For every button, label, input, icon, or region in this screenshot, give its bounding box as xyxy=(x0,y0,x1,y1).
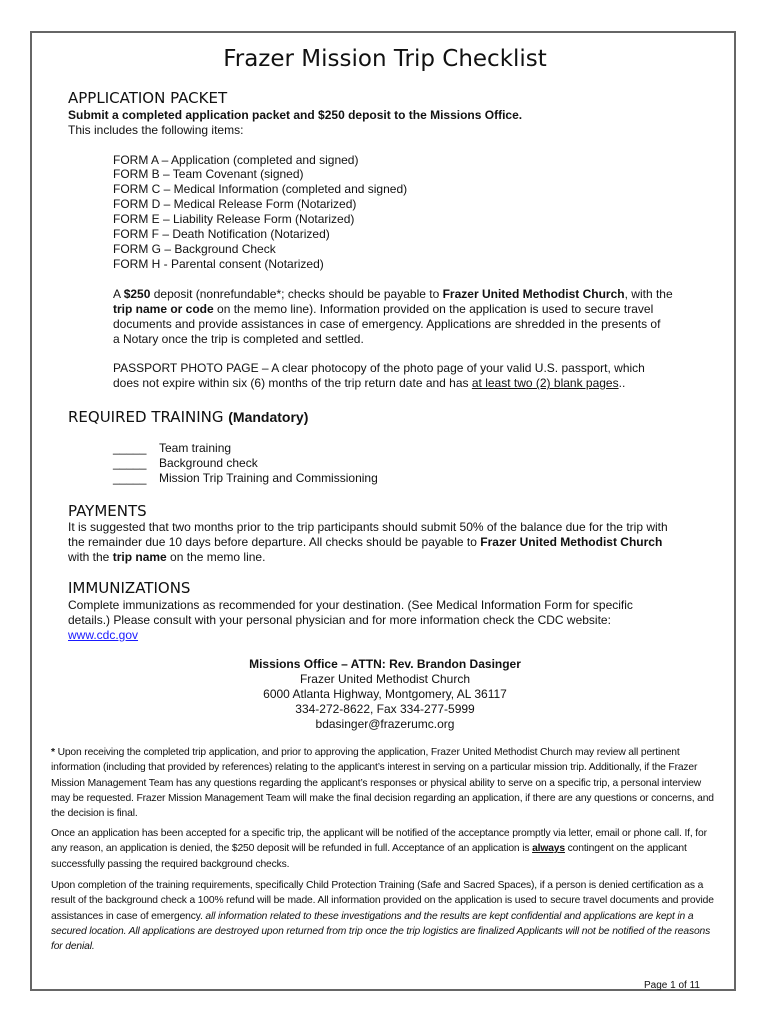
immunizations-heading: IMMUNIZATIONS xyxy=(68,579,191,597)
contact-email: bdasinger@frazerumc.org xyxy=(315,717,455,731)
application-subhead: Submit a completed application packet and $250 deposit to the Missions Office. xyxy=(68,108,523,122)
form-item: FORM F – Death Notification (Notarized) xyxy=(113,227,330,241)
form-item: FORM G – Background Check xyxy=(113,242,276,256)
deposit-line-1: A $250 deposit (nonrefundable*; checks should be payable to Frazer United Methodist Church, with the xyxy=(113,287,673,301)
immunizations-line-2: details.) Please consult with your personal physician and for more information check the CDC website: xyxy=(68,613,611,627)
application-intro: This includes the following items: xyxy=(68,123,244,137)
immunizations-line-1: Complete immunizations as recommended for your destination. (See Medical Information Form for specific xyxy=(68,598,633,612)
training-heading: REQUIRED TRAINING (Mandatory) xyxy=(68,408,309,426)
payments-line-1: It is suggested that two months prior to the trip participants should submit 50% of the balance due for the trip with xyxy=(68,520,668,534)
page-number: Page 1 of 11 xyxy=(644,980,700,991)
passport-line-2: does not expire within six (6) months of the trip return date and has at least two (2) blank pages.. xyxy=(113,376,626,390)
training-item: _____ Team training xyxy=(113,441,232,455)
payments-line-3: with the trip name on the memo line. xyxy=(68,550,266,564)
deposit-line-2: trip name or code on the memo line). Information provided on the application is used to secure travel xyxy=(113,302,654,316)
footnote-training: Upon completion of the training requirements, specifically Child Protection Training (Safe and Sacred Spaces), if a person is denied certification as a result of the background check a 100% refund will be made. All information provided on the application is used to secure travel documents and provide assistances in case of emergency. all information related to these investigations and the results are kept confidential and applications are kept in a secured location. All applications are destroyed upon returned from trip once the trip logistics are finalized Applicants will not be notified of the reasons for denial. xyxy=(51,880,714,953)
training-item: _____ Background check xyxy=(113,456,258,470)
deposit-line-4: a Notary once the trip is completed and settled. xyxy=(113,332,364,346)
form-item: FORM B – Team Covenant (signed) xyxy=(113,167,304,181)
form-item: FORM H - Parental consent (Notarized) xyxy=(113,257,324,271)
payments-heading: PAYMENTS xyxy=(68,502,147,520)
training-item: _____ Mission Trip Training and Commissioning xyxy=(113,471,378,485)
form-item: FORM D – Medical Release Form (Notarized) xyxy=(113,197,357,211)
cdc-link[interactable]: www.cdc.gov xyxy=(68,628,139,642)
contact-attn: Missions Office – ATTN: Rev. Brandon Dasinger xyxy=(249,657,521,671)
page-title: Frazer Mission Trip Checklist xyxy=(223,46,547,72)
footnote-deposit: * Upon receiving the completed trip application, and prior to approving the application, Frazer United Methodist Church may review all pertinent information (including that provided by references) relating to the applicant’s interest in serving on a particular mission trip. Additionally, if the Frazer Mission Management Team has any questions regarding the applicant’s responses or physical ability to serve on a specific trip, a personal interview may be requested. Frazer Mission Management Team will make the final decision regarding an application, if there are any questions or concerns, and the decision is final. xyxy=(51,747,714,820)
contact-phone: 334-272-8622, Fax 334-277-5999 xyxy=(295,702,475,716)
contact-address: 6000 Atlanta Highway, Montgomery, AL 36117 xyxy=(263,687,507,701)
contact-church: Frazer United Methodist Church xyxy=(299,672,471,686)
deposit-line-3: documents and provide assistances in case of emergency. Applications are shredded in the presents of xyxy=(113,317,661,331)
form-item: FORM C – Medical Information (completed and signed) xyxy=(113,182,408,196)
application-heading: APPLICATION PACKET xyxy=(68,89,228,107)
footnote-acceptance: Once an application has been accepted for a specific trip, the applicant will be notified of the acceptance promptly via letter, email or phone call. If, for any reason, an application is denied, the $250 deposit will be refunded in full. Acceptance of an application is always contingent on the applicant successfully passing the required background checks. xyxy=(51,828,707,870)
passport-line-1: PASSPORT PHOTO PAGE – A clear photocopy of the photo page of your valid U.S. passport, which xyxy=(113,361,645,375)
form-item: FORM A – Application (completed and signed) xyxy=(113,153,359,167)
payments-line-2: the remainder due 10 days before departure. All checks should be payable to Frazer United Methodist Church xyxy=(68,535,663,549)
form-item: FORM E – Liability Release Form (Notarized) xyxy=(113,212,355,226)
